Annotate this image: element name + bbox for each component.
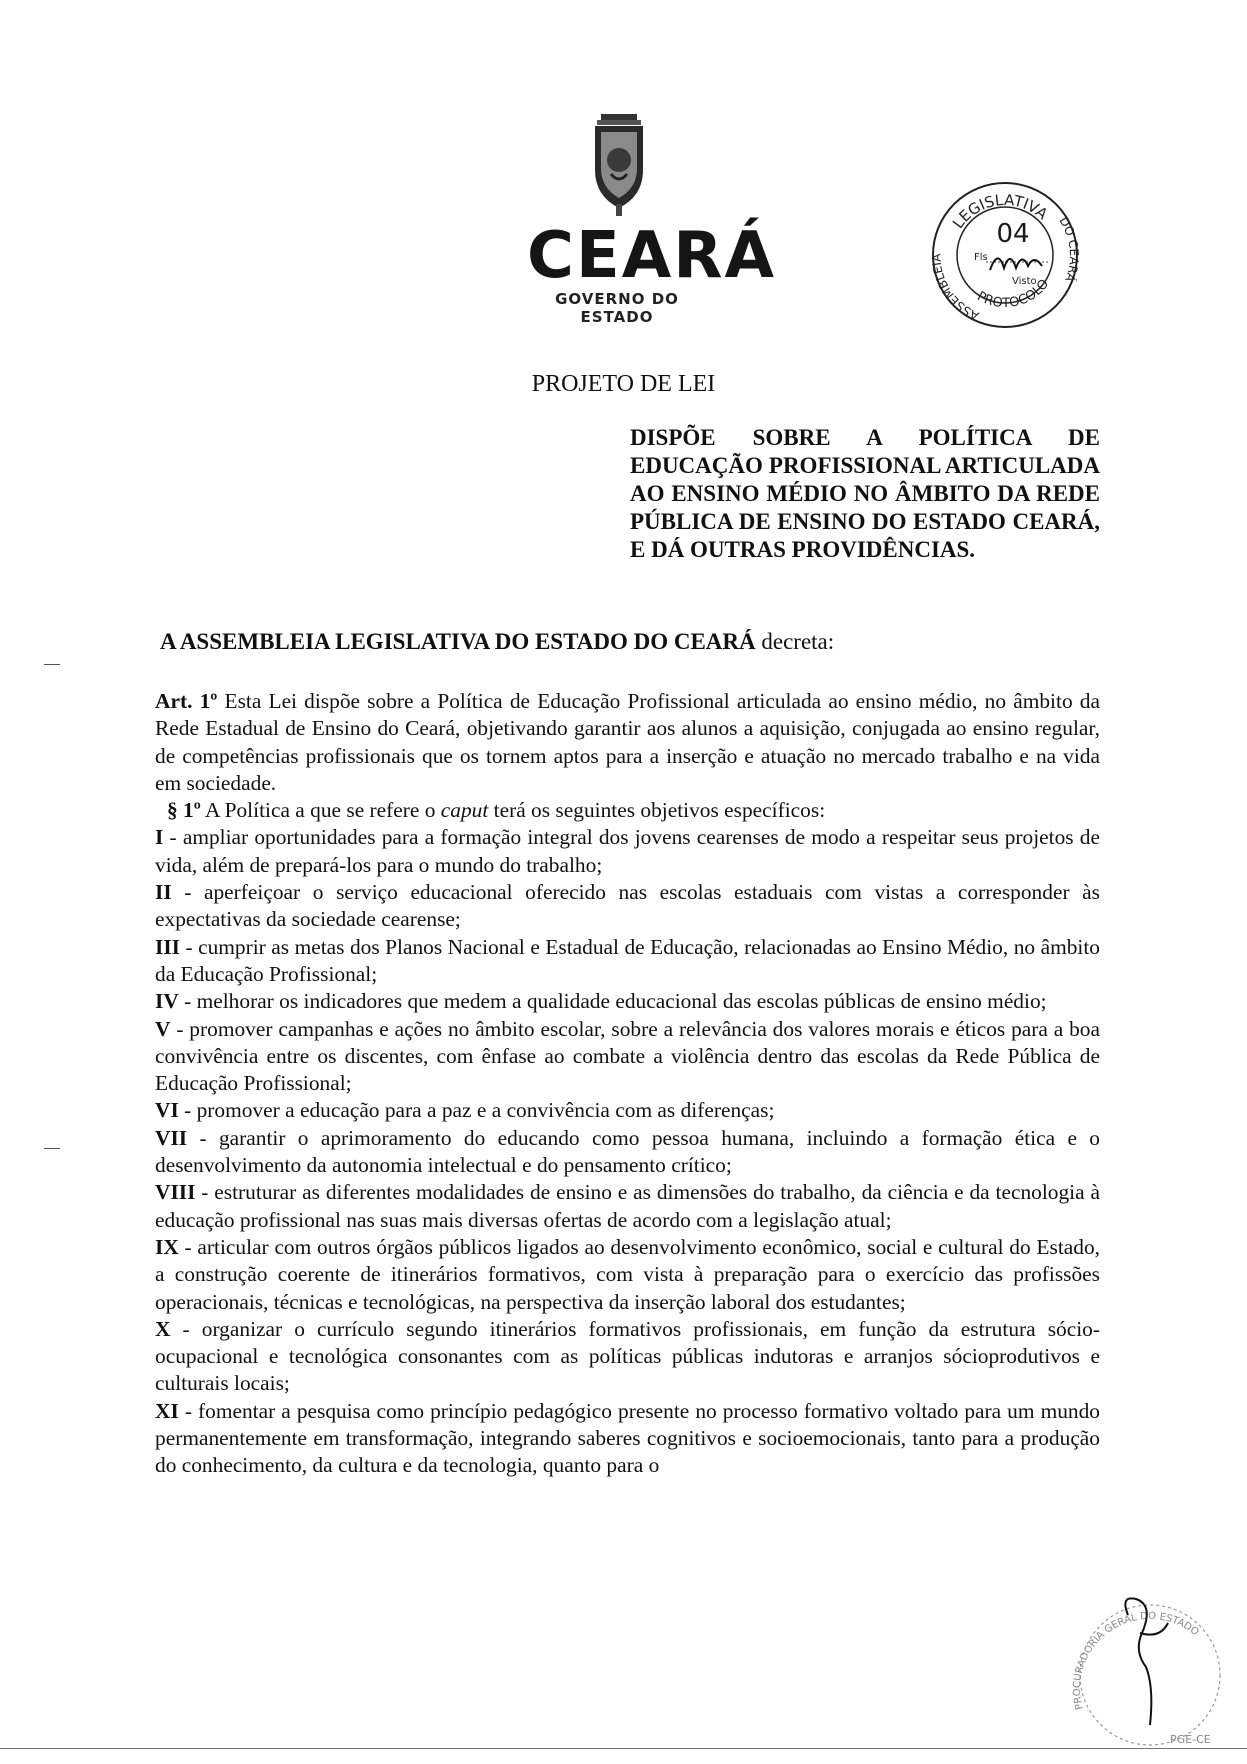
- stamp-visto-label: Visto: [1012, 276, 1037, 287]
- objective-item: [155, 1316, 1100, 1398]
- objective-text: - fomentar a pesquisa como princípio pedagógico presente no processo formativo voltado para um mundo permanentemente em transformação, integrando saberes cognitivos e socioemocionais, tanto para a produção do conhecimento, da cultura e da tecnologia, quanto para o: [155, 1398, 1100, 1478]
- article-1: [155, 688, 1100, 797]
- rubric-stamp: [1050, 1575, 1240, 1755]
- stamp-arc-top: LEGISLATIVA: [948, 190, 1052, 232]
- coat-of-arms-icon: [587, 112, 651, 222]
- objective-item: [155, 1125, 1100, 1180]
- scan-edge-line: [0, 1748, 1247, 1749]
- document-title: PROJETO DE LEI: [531, 371, 716, 397]
- enacting-clause: [160, 628, 1060, 656]
- objective-number: III: [155, 934, 180, 959]
- objective-item: [155, 1097, 1100, 1124]
- law-body: [155, 688, 1100, 1480]
- margin-mark: [44, 1148, 60, 1149]
- objective-text: - promover campanhas e ações no âmbito escolar, sobre a relevância dos valores morais e éticos para a boa convivência entre os discentes, com ênfase ao combate a violência dentro das escolas da Rede Pública de Educação Profissional;: [155, 1016, 1100, 1096]
- objective-text: - garantir o aprimoramento do educando como pessoa humana, incluindo a formação ética e o desenvolvimento da autonomia intelectual e do pensamento crítico;: [155, 1125, 1100, 1178]
- objective-text: - promover a educação para a paz e a convivência com as diferenças;: [178, 1098, 775, 1123]
- objective-number: VII: [155, 1125, 188, 1150]
- rubric-arc-text: PROCURADORIA GERAL DO ESTADO: [1071, 1610, 1201, 1711]
- caput-term: caput: [440, 798, 489, 823]
- objective-item: [155, 1016, 1100, 1098]
- logo-wordmark: CEARÁ: [527, 219, 777, 293]
- paragraph-1-label: § 1º: [167, 798, 201, 823]
- stamp-signature: [990, 258, 1042, 270]
- article-1-label: Art. 1º: [155, 689, 218, 713]
- objective-text: - estruturar as diferentes modalidades de ensino e as dimensões do trabalho, da ciência e da tecnologia à educação profissional nas suas mais diversas ofertas de acordo com a legislação atual;: [155, 1180, 1100, 1232]
- objective-number: IV: [155, 989, 179, 1014]
- objectives-list: [155, 824, 1100, 1479]
- objective-number: I: [155, 825, 164, 850]
- paragraph-1: [155, 797, 1100, 824]
- article-1-text: Esta Lei dispõe sobre a Política de Educação Profissional articulada ao ensino médio, no âmbito da Rede Estadual de Ensino do Ceará, objetivando garantir aos alunos a aquisição, conjugada ao ensino regular, de competências profissionais que os tornem aptos para a inserção e atuação no mercado trabalho e na vida em sociedade.: [155, 689, 1100, 795]
- stamp-arc-bottom: PROTOCOLO: [974, 276, 1053, 312]
- objective-text: - aperfeiçoar o serviço educacional oferecido nas escolas estaduais com vistas a corresponder às expectativas da sociedade cearense;: [155, 880, 1100, 932]
- objective-text: - melhorar os indicadores que medem a qualidade educacional das escolas públicas de ensino médio;: [178, 989, 1047, 1014]
- objective-number: II: [155, 880, 172, 905]
- enacting-clause-verb: decreta:: [755, 629, 835, 654]
- objective-number: XI: [155, 1398, 179, 1423]
- paragraph-1-text: A Política a que se refere o: [200, 798, 441, 823]
- enacting-clause-authority: A ASSEMBLEIA LEGISLATIVA DO ESTADO DO CEARÁ: [160, 629, 756, 654]
- objective-item: [155, 1179, 1100, 1234]
- protocol-stamp: [930, 180, 1080, 330]
- stamp-arc-right: DO CEARÁ: [1056, 214, 1080, 284]
- objective-item: [155, 1398, 1100, 1480]
- rubric-bottom-text: PGE-CE: [1170, 1733, 1211, 1746]
- logo-subtitle: GOVERNO DO ESTADO: [555, 290, 679, 326]
- objective-text: - cumprir as metas dos Planos Nacional e Estadual de Educação, relacionadas ao Ensino Médio, no âmbito da Educação Profissional;: [155, 934, 1100, 986]
- ceara-government-logo: [527, 112, 777, 326]
- objective-item: [155, 1234, 1100, 1316]
- objective-number: VIII: [155, 1180, 196, 1205]
- objective-text: - articular com outros órgãos públicos ligados ao desenvolvimento econômico, social e cultural do Estado, a construção coerente de itinerários formativos, com vista à preparação para o exercício das profissões operacionais, técnicas e tecnológicas, na perspectiva da inserção laboral dos estudantes;: [155, 1234, 1100, 1314]
- stamp-page-number: 04: [996, 219, 1030, 249]
- bill-summary: DISPÕE SOBRE A POLÍTICA DE EDUCAÇÃO PROFISSIONAL ARTICULADA AO ENSINO MÉDIO NO ÂMBITO DA REDE PÚBLICA DE ENSINO DO ESTADO CEARÁ, E DÁ OUTRAS PROVIDÊNCIAS.: [630, 425, 1100, 562]
- objective-number: IX: [155, 1234, 179, 1259]
- objective-number: V: [155, 1016, 171, 1041]
- margin-mark: [44, 664, 60, 665]
- stamp-arc-left: ASSEMBLEIA: [930, 253, 981, 323]
- objective-number: X: [155, 1316, 171, 1341]
- objective-item: [155, 879, 1100, 934]
- stamp-fls-label: Fls: [974, 252, 988, 263]
- objective-item: [155, 988, 1100, 1015]
- objective-number: VI: [155, 1098, 179, 1123]
- objective-item: [155, 824, 1100, 879]
- objective-item: [155, 934, 1100, 989]
- objective-text: - ampliar oportunidades para a formação integral dos jovens cearenses de modo a respeitar seus projetos de vida, além de prepará-los para o mundo do trabalho;: [155, 825, 1100, 877]
- objective-text: - organizar o currículo segundo itinerários formativos profissionais, em função da estrutura sócio-ocupacional e tecnológica consonantes com as políticas públicas indutoras e arranjos sócioprodutivos e culturais locais;: [155, 1316, 1100, 1396]
- paragraph-1-text-end: terá os seguintes objetivos específicos:: [488, 798, 826, 823]
